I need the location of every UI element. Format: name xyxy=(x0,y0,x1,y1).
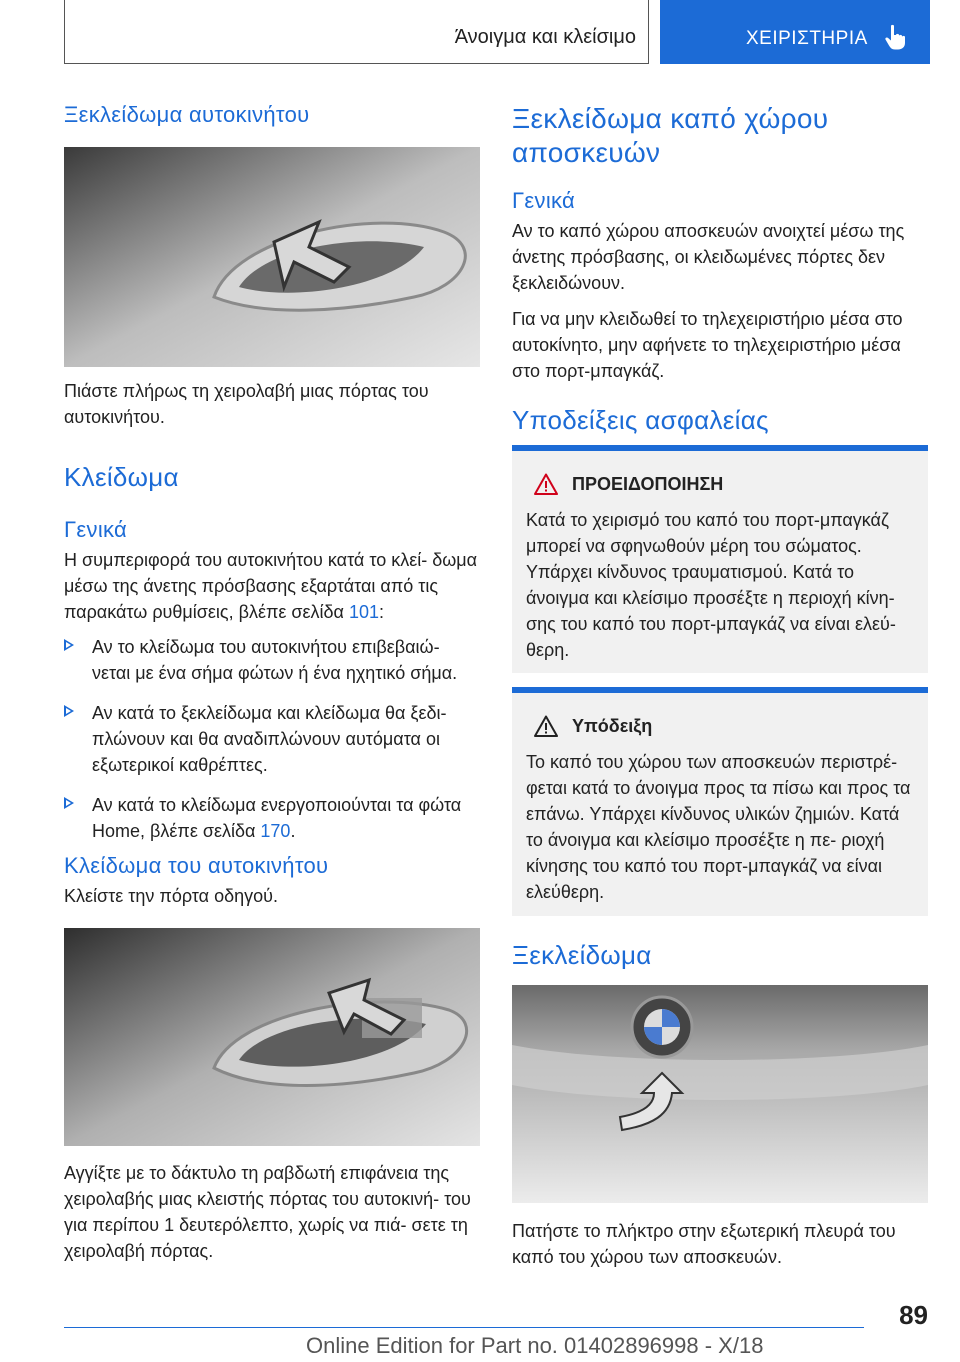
list-item: Αν το κλείδωμα του αυτοκινήτου επιβεβαιώ- νεται με ένα σήμα φώτων ή ένα ηχητικό σήμα. xyxy=(64,634,480,686)
caution-triangle-icon xyxy=(534,715,558,737)
general-p1-right: Αν το καπό χώρου αποσκευών ανοιχτεί μέσω της άνετης πρόσβασης, οι κλειδωμένες πόρτες δεν ξεκλειδώνουν. xyxy=(512,221,905,293)
triangle-bullet-icon xyxy=(64,639,74,651)
lock-caption: Αγγίξτε με το δάκτυλο τη ραβδωτή επιφάνεια της χειρολαβής μιας κλειστής πόρτας του αυτοκινή- του για περίπου 1 δευτερόλεπτο, χωρίς να πιά- σετε τη χειρολαβή πόρτας. xyxy=(64,1163,471,1261)
footer-divider xyxy=(64,1327,864,1328)
edition-footer: Online Edition for Part no. 01402896998 - X/18 xyxy=(306,1333,764,1358)
warning-triangle-icon xyxy=(534,473,558,495)
lock-car-heading: Κλείδωμα του αυτοκινήτου xyxy=(64,853,329,878)
door-handle-illustration xyxy=(64,147,480,367)
general-p2-right: Για να μην κλειδωθεί το τηλεχειριστήριο μέσα στο αυτοκίνητο, μην αφήνετε το τηλεχειριστήριο μέσα στο πορτ-μπαγκάζ. xyxy=(512,309,903,381)
chapter-tab-label: ΧΕΙΡΙΣΤΗΡΙΑ xyxy=(746,28,868,49)
hand-pointer-icon xyxy=(884,24,908,50)
warning-box xyxy=(512,445,928,673)
list-item: Αν κατά το ξεκλείδωμα και κλείδωμα θα ξεδι- πλώνουν και θα αναδιπλώνουν αυτόματα οι εξωτερικοί καθρέπτες. xyxy=(64,700,480,778)
note-text: Το καπό του χώρου των αποσκευών περιστρέ- φεται κατά το άνοιγμα προς τα πίσω και προς τα επάνω. Υπάρχει κίνδυνος υλικών ζημιών. Κατά το άνοιγμα και κλείσιμο προσέξτε η πε- ριοχή κίνησης του καπό του πορτ-μπαγκάζ να είναι ελεύθερη. xyxy=(526,752,911,902)
warning-title: ΠΡΟΕΙΔΟΠΟΙΗΣΗ xyxy=(572,473,724,494)
door-handle-touch-image xyxy=(64,928,480,1146)
warning-text: Κατά το χειρισμό του καπό του πορτ-μπαγκάζ μπορεί να σφηνωθούν μέρη του σώματος. Υπάρχει κίνδυνος τραυματισμού. Κατά το άνοιγμα και κλείσιμο προσέξτε η περιοχή κίνη- σης του καπό του πορτ-μπαγκάζ να είναι ελεύ- θερη. xyxy=(526,510,896,660)
header-section-box xyxy=(64,0,649,64)
safety-heading: Υποδείξεις ασφαλείας xyxy=(512,405,769,435)
note-title: Υπόδειξη xyxy=(572,715,653,736)
unlock-heading-right: Ξεκλείδωμα xyxy=(512,940,652,970)
triangle-bullet-icon xyxy=(64,797,74,809)
unlock-caption: Πιάστε πλήρως τη χειρολαβή μιας πόρτας του αυτοκινήτου. xyxy=(64,381,429,427)
unlock-caption-right: Πατήστε το πλήκτρο στην εξωτερική πλευρά του καπό του χώρου των αποσκευών. xyxy=(512,1221,896,1267)
settings-list xyxy=(64,634,480,844)
door-handle-grab-image xyxy=(64,147,480,367)
list-item: Αν κατά το κλείδωμα ενεργοποιούνται τα φώτα Home, βλέπε σελίδα 170. xyxy=(64,792,480,844)
section-title: Άνοιγμα και κλείσιμο xyxy=(454,26,636,48)
general-text-left: Η συμπεριφορά του αυτοκινήτου κατά το κλεί- δωμα μέσω της άνετης πρόσβασης εξαρτάται από τις παρακάτω ρυθμίσεις, βλέπε σελίδα 101: xyxy=(64,550,478,622)
general-heading-right: Γενικά xyxy=(512,188,576,213)
note-box xyxy=(512,687,928,916)
door-handle-touch-illustration xyxy=(64,928,480,1146)
lock-car-text: Κλείστε την πόρτα οδηγού. xyxy=(64,886,278,906)
unlock-car-heading: Ξεκλείδωμα αυτοκινήτου xyxy=(64,102,310,127)
trunk-button-illustration xyxy=(512,985,928,1203)
triangle-bullet-icon xyxy=(64,705,74,717)
page-number: 89 xyxy=(899,1300,928,1330)
chapter-tab[interactable] xyxy=(660,0,930,64)
note-header xyxy=(526,715,916,737)
warning-header xyxy=(526,473,916,495)
general-heading-left: Γενικά xyxy=(64,517,128,542)
page-link-170[interactable]: 170 xyxy=(260,821,291,841)
trunk-button-image xyxy=(512,985,928,1203)
page-link-101[interactable]: 101 xyxy=(348,602,380,622)
lock-heading: Κλείδωμα xyxy=(64,462,179,492)
trunk-unlock-heading: Ξεκλείδωμα καπό χώρου αποσκευών xyxy=(512,103,829,168)
